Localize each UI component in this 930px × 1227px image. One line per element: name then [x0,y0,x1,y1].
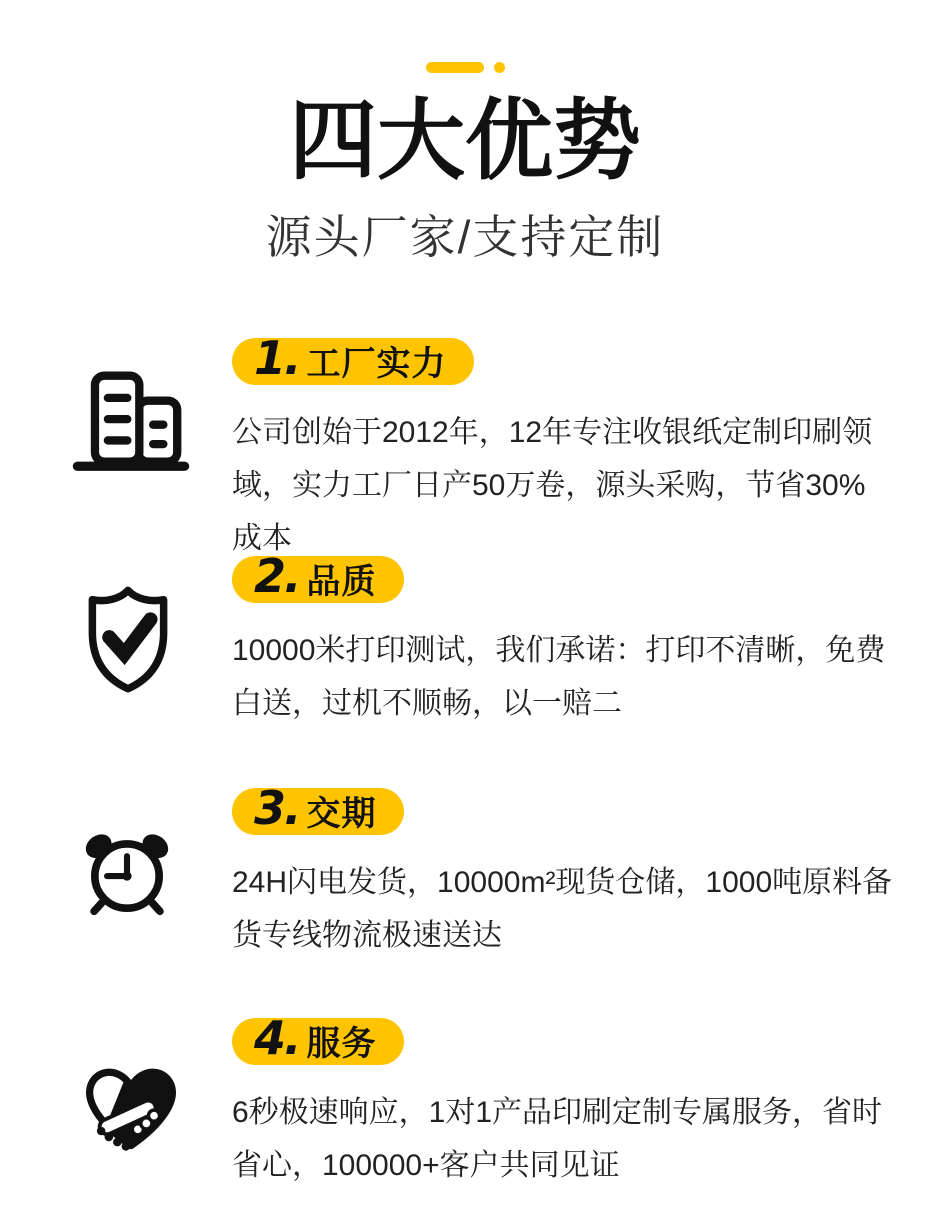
accent-dot-icon [494,62,505,73]
advantage-description: 6秒极速响应，1对1产品印刷定制专属服务，省时省心，100000+客户共同见证 [232,1096,883,1182]
shield-check-icon [83,583,173,697]
alarm-clock-icon [78,821,176,925]
advantage-title: 交期 [306,795,377,833]
advantage-section-quality [232,548,900,730]
advantage-section-service [232,1010,900,1192]
advantage-title: 服务 [306,1025,377,1063]
handshake-heart-icon [73,1046,189,1170]
header-decoration [0,62,930,73]
advantage-badge [232,780,404,835]
accent-dash-icon [426,62,484,73]
advantage-number: 3. [254,780,300,835]
advantage-description: 公司创始于2012年，12年专注收银纸定制印刷领域，实力工厂日产50万卷，源头采购，节省30%成本 [232,416,873,555]
page-subtitle: 源头厂家/支持定制 [265,211,665,263]
advantage-section-factory [232,330,900,565]
advantage-number: 1. [254,330,300,385]
advantage-number: 2. [254,548,300,603]
advantage-number: 4. [254,1010,300,1065]
advantage-badge [232,1010,404,1065]
building-icon [70,365,192,477]
advantage-title: 工厂实力 [306,345,447,383]
advantage-section-delivery [232,780,900,962]
advantage-badge [232,548,404,603]
advantage-badge [232,330,474,385]
advantage-title: 品质 [306,563,377,601]
advantage-description: 24H闪电发货，10000m²现货仓储，1000吨原料备货专线物流极速送达 [232,866,893,952]
advantage-description: 10000米打印测试，我们承诺：打印不清晰，免费白送，过机不顺畅，以一赔二 [232,634,886,720]
page-title: 四大优势 [288,91,641,190]
